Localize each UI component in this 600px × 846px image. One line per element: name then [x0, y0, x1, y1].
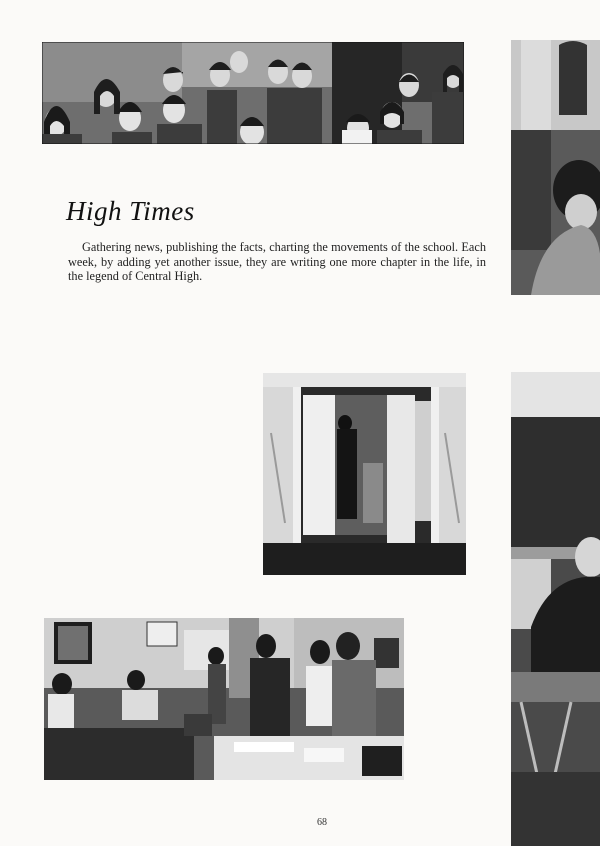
student-at-chalkboard-photo [511, 372, 600, 846]
newsroom-doorway-photo [263, 373, 466, 575]
article-headline: High Times [66, 196, 195, 226]
article-caption: Gathering news, publishing the facts, charting the movements of the school. Each week, by adding yet another issue, they are writing one more chapter in the life, in the legend of Central High. [68, 240, 486, 283]
student-at-window-photo [511, 40, 600, 295]
staff-group-photo [42, 42, 464, 144]
page-number: 68 [317, 817, 327, 828]
newspaper-office-photo [44, 618, 404, 780]
